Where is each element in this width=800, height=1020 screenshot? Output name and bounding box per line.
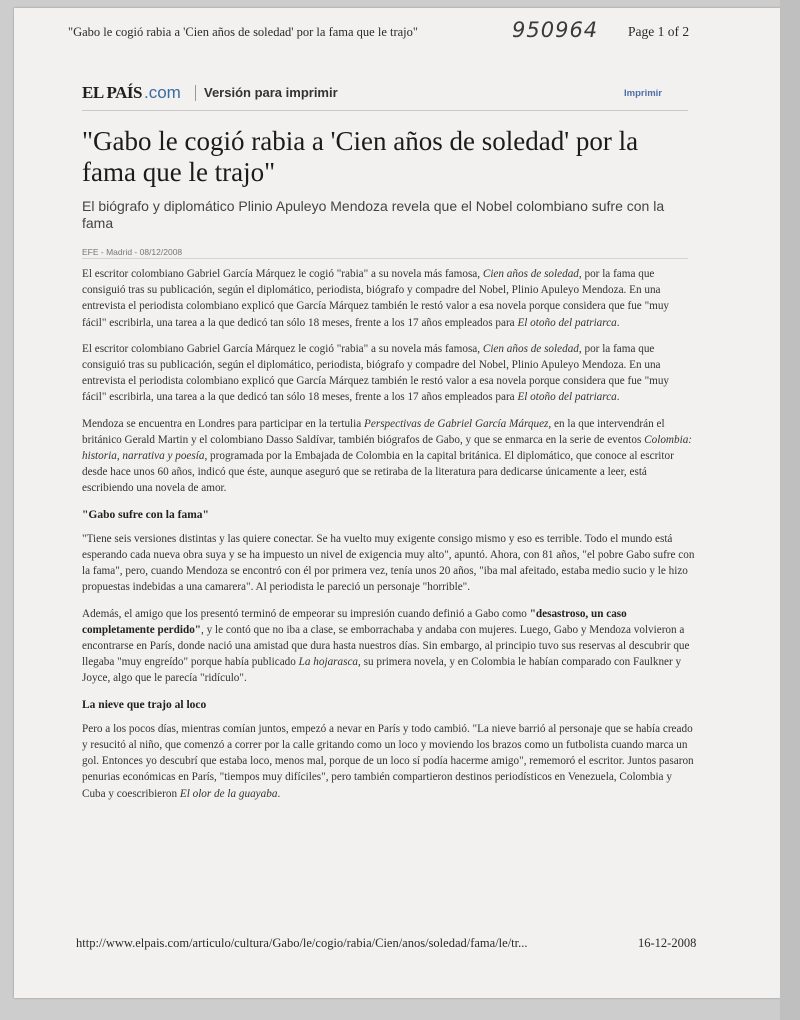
divider (82, 110, 688, 111)
article-headline: "Gabo le cogió rabia a 'Cien años de soledad' por la fama que le trajo" (82, 126, 639, 187)
paragraph: Además, el amigo que los presentó terminó de empeorar su impresión cuando definió a Gabo como "desastroso, un caso completamente perdido", y le contó que no iba a clase, se emborrachaba y andaba con mujeres. Luego, Gabo y Mendoza volvieron a encontrarse en París, donde nació una amistad que dura hasta nuestros días. Sin embargo, al principio tuvo sus reservas al descubrir que llegaba "muy engreído" porque había publicado La hojarasca, su primera novela, y en Colombia le habían comparado con Faulkner y Joyce, algo que le parecía "ridículo". (82, 607, 690, 685)
article-body (82, 266, 696, 812)
brand-separator (195, 85, 196, 101)
print-version-label: Versión para imprimir (204, 85, 338, 100)
paragraph: Pero a los pocos días, mientras comían juntos, empezó a nevar en París y todo cambió. "La nieve barrió al personaje que se había creado y resucitó al niño, que comenzó a correr por la calle gritando como un loco y moviendo los brazos como un futbolista cuando marca un gol. Entonces yo descubrí que estaba loco, menos mal, porque de un loco sí podía hacerme amigo", rememoró el escritor. Juntos pasaron penurias económicas en París, "tiempos muy difíciles", pero también compartieron destinos periodísticos en Venezuela, Colombia y Cuba y coescribieron El olor de la guayaba. (82, 722, 694, 800)
print-header-title: "Gabo le cogió rabia a 'Cien años de soledad' por la fama que le trajo" (68, 25, 418, 39)
article-byline: EFE - Madrid - 08/12/2008 (82, 247, 183, 257)
print-link[interactable]: Imprimir (624, 88, 663, 99)
page-indicator: Page 1 of 2 (628, 24, 690, 39)
divider (82, 258, 688, 259)
footer-date: 16-12-2008 (638, 936, 697, 950)
paragraph: El escritor colombiano Gabriel García Márquez le cogió "rabia" a su novela más famosa, Cien años de soledad, por la fama que consiguió tras su publicación, según el diplomático, periodista, biógrafo y compadre del Nobel, Plinio Apuleyo Mendoza. En una entrevista el periodista colombiano explicó que García Márquez también le restó valor a esa novela porque considera que fue "muy fácil" escribirla, una tarea a la que dedicó tan sólo 18 meses, frente a los 17 años empleados para El otoño del patriarca. (82, 268, 670, 329)
paragraph: El escritor colombiano Gabriel García Márquez le cogió "rabia" a su novela más famosa, Cien años de soledad, por la fama que consiguió tras su publicación, según el diplomático, periodista, biógrafo y compadre del Nobel, Plinio Apuleyo Mendoza. En una entrevista el periodista colombiano explicó que García Márquez también le restó valor a esa novela porque considera que fue "muy fácil" escribirla, una tarea a la que dedicó tan sólo 18 meses, frente a los 17 años empleados para El otoño del patriarca. (82, 342, 670, 404)
brand-logo[interactable]: EL PAÍS (82, 83, 142, 102)
footer-url: http://www.elpais.com/articulo/cultura/Gabo/le/cogio/rabia/Cien/anos/soledad/fama/le/tr... (76, 936, 528, 950)
section-heading: "Gabo sufre con la fama" (82, 508, 209, 521)
section-heading: La nieve que trajo al loco (82, 698, 207, 711)
brand-domain: .com (144, 83, 181, 102)
paragraph: "Tiene seis versiones distintas y las quiere conectar. Se ha vuelto muy exigente consigo mismo y eso es terrible. Todo el mundo está esperando cada nueva obra suya y se ha impuesto un nivel de exigencia muy alto", apuntó. Ahora, con 81 años, "el pobre Gabo sufre con la fama", pero, cuando Mendoza se encontró con él por primera vez, tenía unos 20 años, "iba mal afeitado, estaba medio sucio y le hizo propuestas indebidas a una camarera". Al periodista le pareció un personaje "horrible". (82, 532, 695, 594)
article-subhead: El biógrafo y diplomático Plinio Apuleyo Mendoza revela que el Nobel colombiano sufre con la fama (82, 198, 665, 231)
handwritten-number: 950964 (512, 18, 599, 42)
scan-edge (780, 0, 800, 1020)
paragraph: Mendoza se encuentra en Londres para participar en la tertulia Perspectivas de Gabriel García Márquez, en la que intervendrán el británico Gerald Martin y el colombiano Dasso Saldívar, también biógrafos de Gabo, y que se enmarca en la serie de eventos Colombia: historia, narrativa y poesía, programada por la Embajada de Colombia en la capital británica. El diplomático, que conoce al escritor desde hace unos 60 años, indicó que éste, aunque aseguró que se retiraba de la literatura para dedicarse únicamente a leer, está escribiendo una novela de amor. (82, 417, 693, 495)
brand-bar (82, 82, 688, 108)
